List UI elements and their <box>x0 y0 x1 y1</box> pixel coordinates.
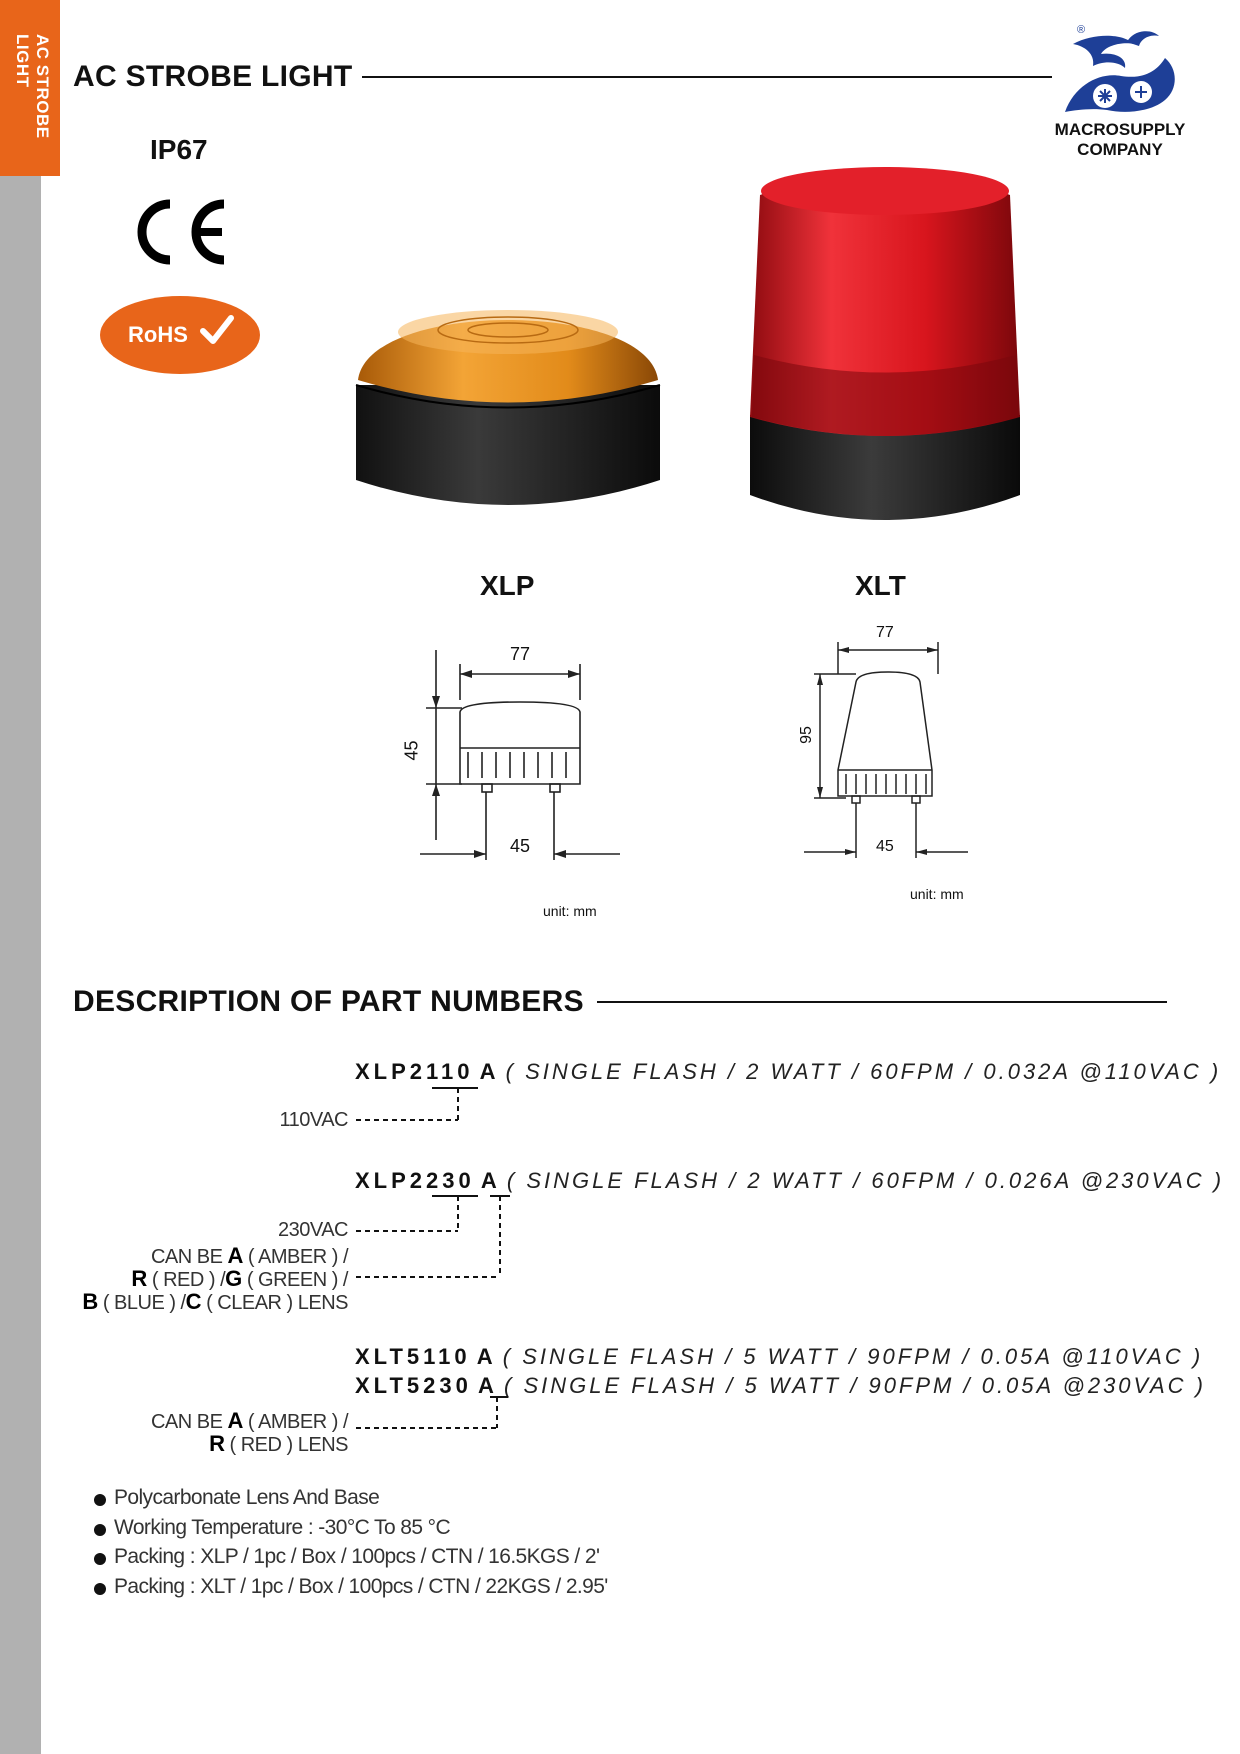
part-code: XLT5230 <box>355 1373 472 1398</box>
company-name-line1: MACROSUPPLY <box>1054 120 1186 139</box>
lens-note-line: CAN BE A ( AMBER ) / <box>150 1408 348 1433</box>
voltage-110-note: 110VAC <box>279 1109 348 1131</box>
model-label-xlt: XLT <box>855 570 906 601</box>
part-suffix: A <box>476 1344 497 1369</box>
xlp-height-label: 45 <box>401 740 422 761</box>
registered-mark: ® <box>1077 24 1086 36</box>
part-code: XLT5110 <box>355 1344 471 1369</box>
part-description: ( SINGLE FLASH / 5 WATT / 90FPM / 0.05A @110VAC ) <box>502 1344 1204 1369</box>
company-name-line2: COMPANY <box>1077 140 1163 159</box>
section-tab-label: AC STROBE LIGHT <box>13 34 52 139</box>
xlt-height-label: 95 <box>797 726 815 744</box>
lens-note-line: B ( BLUE ) /C ( CLEAR ) LENS <box>82 1289 348 1314</box>
part-description: ( SINGLE FLASH / 5 WATT / 90FPM / 0.05A @230VAC ) <box>504 1373 1206 1398</box>
lens-note-line: CAN BE A ( AMBER ) / <box>150 1243 348 1268</box>
part-description: ( SINGLE FLASH / 2 WATT / 60FPM / 0.026A @230VAC ) <box>506 1168 1225 1193</box>
xlt-width-label: 77 <box>876 624 894 641</box>
feature-list <box>92 1486 608 1604</box>
feature-item: Packing : XLP / 1pc / Box / 100pcs / CTN / 16.5KGS / 2' <box>92 1545 608 1575</box>
part-code: XLP2110 <box>355 1059 474 1084</box>
part-suffix: A <box>477 1373 498 1398</box>
lens-note-line: R ( RED ) LENS <box>209 1431 348 1456</box>
section-title: DESCRIPTION OF PART NUMBERS <box>73 985 584 1018</box>
xlp-mount-label: 45 <box>510 836 531 856</box>
feature-item: Polycarbonate Lens And Base <box>92 1486 608 1516</box>
lens-options-note-xlt <box>151 1410 348 1456</box>
part-description: ( SINGLE FLASH / 2 WATT / 60FPM / 0.032A @110VAC ) <box>505 1059 1222 1084</box>
ip-rating: IP67 <box>150 134 208 165</box>
feature-item: Working Temperature : -30°C To 85 °C <box>92 1516 608 1546</box>
lens-note-line: R ( RED ) /G ( GREEN ) / <box>131 1266 348 1291</box>
rohs-label: RoHS <box>128 322 188 347</box>
xlp-width-label: 77 <box>510 644 531 664</box>
model-label-xlp: XLP <box>480 570 535 601</box>
voltage-230-note: 230VAC <box>277 1219 348 1241</box>
part-suffix: A <box>479 1059 500 1084</box>
xlt-unit-label: unit: mm <box>910 886 964 902</box>
page-title: AC STROBE LIGHT <box>73 60 353 93</box>
xlp-unit-label: unit: mm <box>543 903 597 919</box>
part-code: XLP2230 <box>355 1168 475 1193</box>
lens-options-note <box>82 1245 348 1314</box>
part-suffix: A <box>480 1168 501 1193</box>
xlt-mount-label: 45 <box>876 838 894 855</box>
feature-item: Packing : XLT / 1pc / Box / 100pcs / CTN / 22KGS / 2.95' <box>92 1575 608 1605</box>
